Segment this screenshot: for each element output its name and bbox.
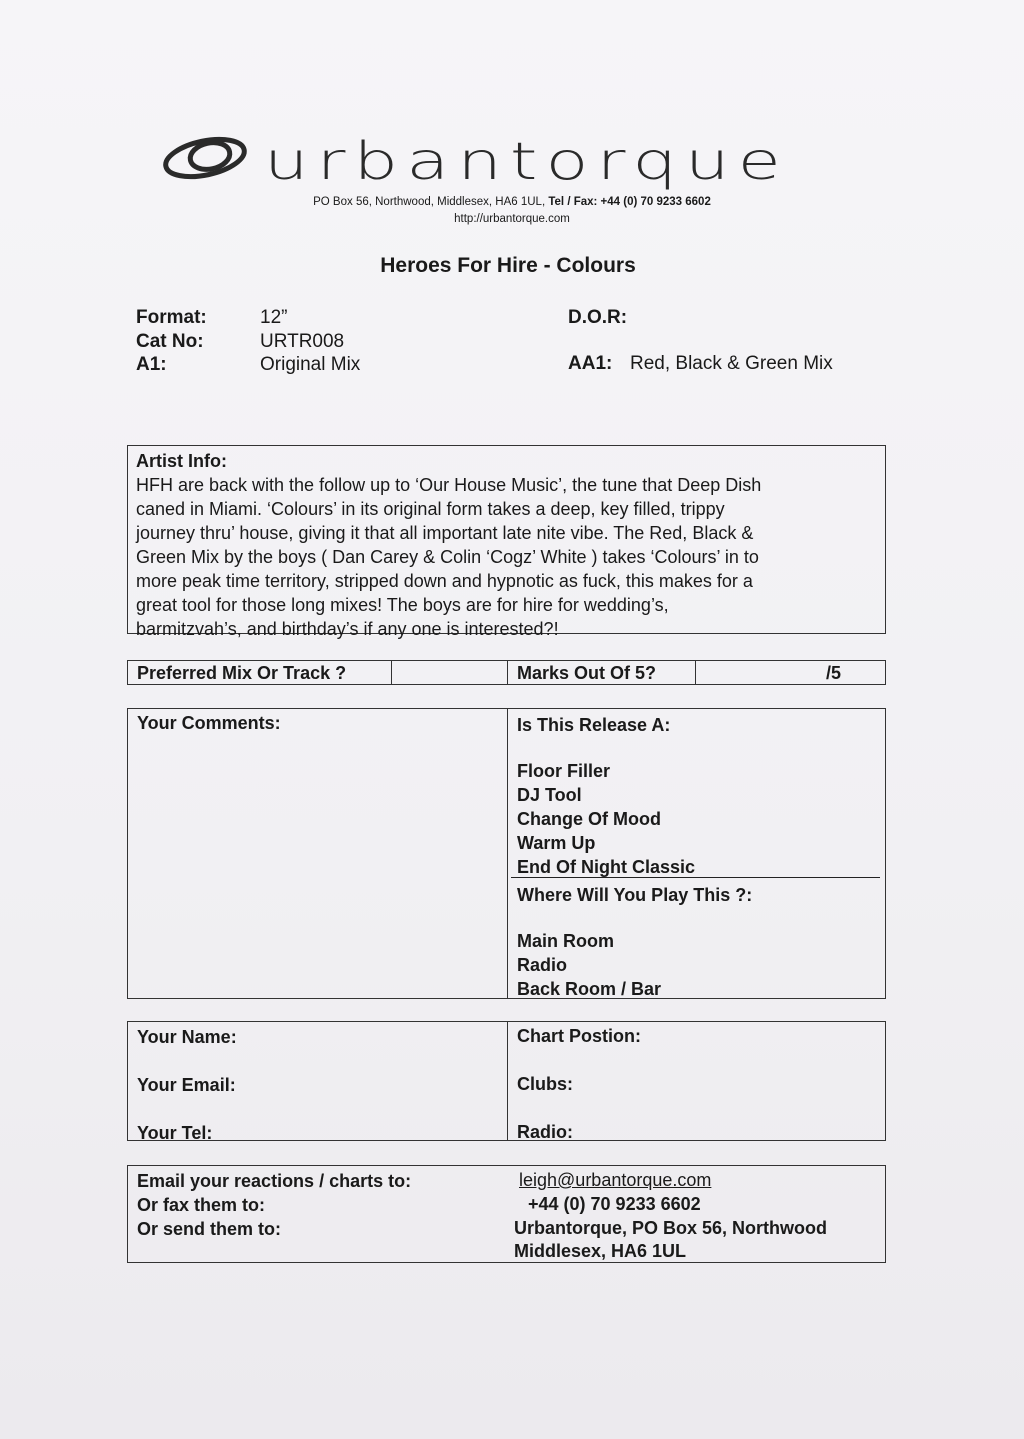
telfax-text: Tel / Fax: +44 (0) 70 9233 6602 [548, 196, 711, 208]
your-tel-label: Your Tel: [137, 1123, 213, 1143]
artist-info-box [127, 445, 886, 639]
radio-label: Radio: [517, 1122, 573, 1142]
fax-number: +44 (0) 70 9233 6602 [528, 1194, 701, 1214]
marks-label: Marks Out Of 5? [517, 663, 657, 683]
send-reactions-box [127, 1165, 886, 1263]
release-title: Heroes For Hire - Colours [380, 254, 636, 277]
email-reactions-label: Email your reactions / charts to: [137, 1171, 412, 1191]
artist-info-line: barmitzvah’s, and birthday’s if any one is interested?! [136, 619, 559, 639]
aa1-label: AA1: [568, 353, 613, 374]
divider [695, 661, 696, 684]
fax-label: Or fax them to: [137, 1195, 266, 1215]
address-text: PO Box 56, Northwood, Middlesex, HA6 1UL, [313, 196, 546, 208]
release-type-option[interactable]: End Of Night Classic [517, 857, 696, 877]
a1-value: Original Mix [260, 354, 361, 375]
post-label: Or send them to: [137, 1219, 282, 1239]
artist-info-line: more peak time territory, stripped down and hypnotic as fuck, this makes for a [136, 571, 753, 591]
chart-position-label: Chart Postion: [517, 1026, 641, 1046]
release-type-option[interactable]: Change Of Mood [517, 809, 661, 829]
release-type-option[interactable]: Floor Filler [517, 761, 611, 781]
a1-label: A1: [136, 354, 167, 375]
clubs-label: Clubs: [517, 1074, 573, 1094]
play-location-label: Where Will You Play This ?: [517, 885, 753, 905]
artist-info-line: caned in Miami. ‘Colours’ in its original form takes a deep, key filled, trippy [136, 499, 725, 519]
divider [507, 1022, 508, 1140]
release-type-column [517, 713, 752, 1001]
format-label: Format: [136, 307, 207, 328]
rating-row [127, 660, 886, 685]
release-type-label: Is This Release A: [517, 715, 671, 735]
logo-wordmark: urbantorque [264, 132, 789, 192]
urbantorque-logo [160, 128, 840, 192]
divider [507, 709, 508, 998]
divider [507, 661, 508, 684]
artist-info-line: Green Mix by the boys ( Dan Carey & Colin ‘Cogz’ White ) takes ‘Colours’ in to [136, 547, 759, 567]
catno-value: URTR008 [260, 331, 345, 352]
catno-label: Cat No: [136, 331, 204, 352]
artist-info-line: great tool for those long mixes! The boys are for hire for wedding’s, [136, 595, 669, 615]
play-location-option[interactable]: Main Room [517, 931, 614, 951]
release-type-option[interactable]: DJ Tool [517, 785, 582, 805]
dor-label: D.O.R: [568, 307, 628, 328]
feedback-box [127, 708, 886, 999]
section-divider [511, 877, 880, 878]
marks-out-of: /5 [826, 663, 842, 683]
aa1-value: Red, Black & Green Mix [630, 353, 833, 374]
divider [391, 661, 392, 684]
website-url[interactable]: http://urbantorque.com [454, 213, 570, 225]
preferred-mix-label: Preferred Mix Or Track ? [137, 663, 347, 683]
your-name-label: Your Name: [137, 1027, 237, 1047]
artist-info-heading: Artist Info: [136, 451, 227, 471]
contact-box [127, 1021, 886, 1141]
play-location-option[interactable]: Back Room / Bar [517, 979, 662, 999]
artist-info-line: journey thru’ house, giving it that all important late nite vibe. The Red, Black & [136, 523, 754, 543]
format-value: 12” [260, 307, 288, 328]
play-location-option[interactable]: Radio [517, 955, 568, 975]
swirl-logo-icon [160, 128, 250, 188]
artist-info-line: HFH are back with the follow up to ‘Our House Music’, the tune that Deep Dish [136, 475, 762, 495]
postal-address-line2: Middlesex, HA6 1UL [514, 1241, 687, 1261]
release-type-option[interactable]: Warm Up [517, 833, 596, 853]
postal-address-line1: Urbantorque, PO Box 56, Northwood [514, 1218, 828, 1238]
your-email-label: Your Email: [137, 1075, 236, 1095]
address-line [0, 196, 1024, 208]
comments-label: Your Comments: [137, 713, 281, 733]
contact-email-link[interactable]: leigh@urbantorque.com [519, 1170, 712, 1190]
